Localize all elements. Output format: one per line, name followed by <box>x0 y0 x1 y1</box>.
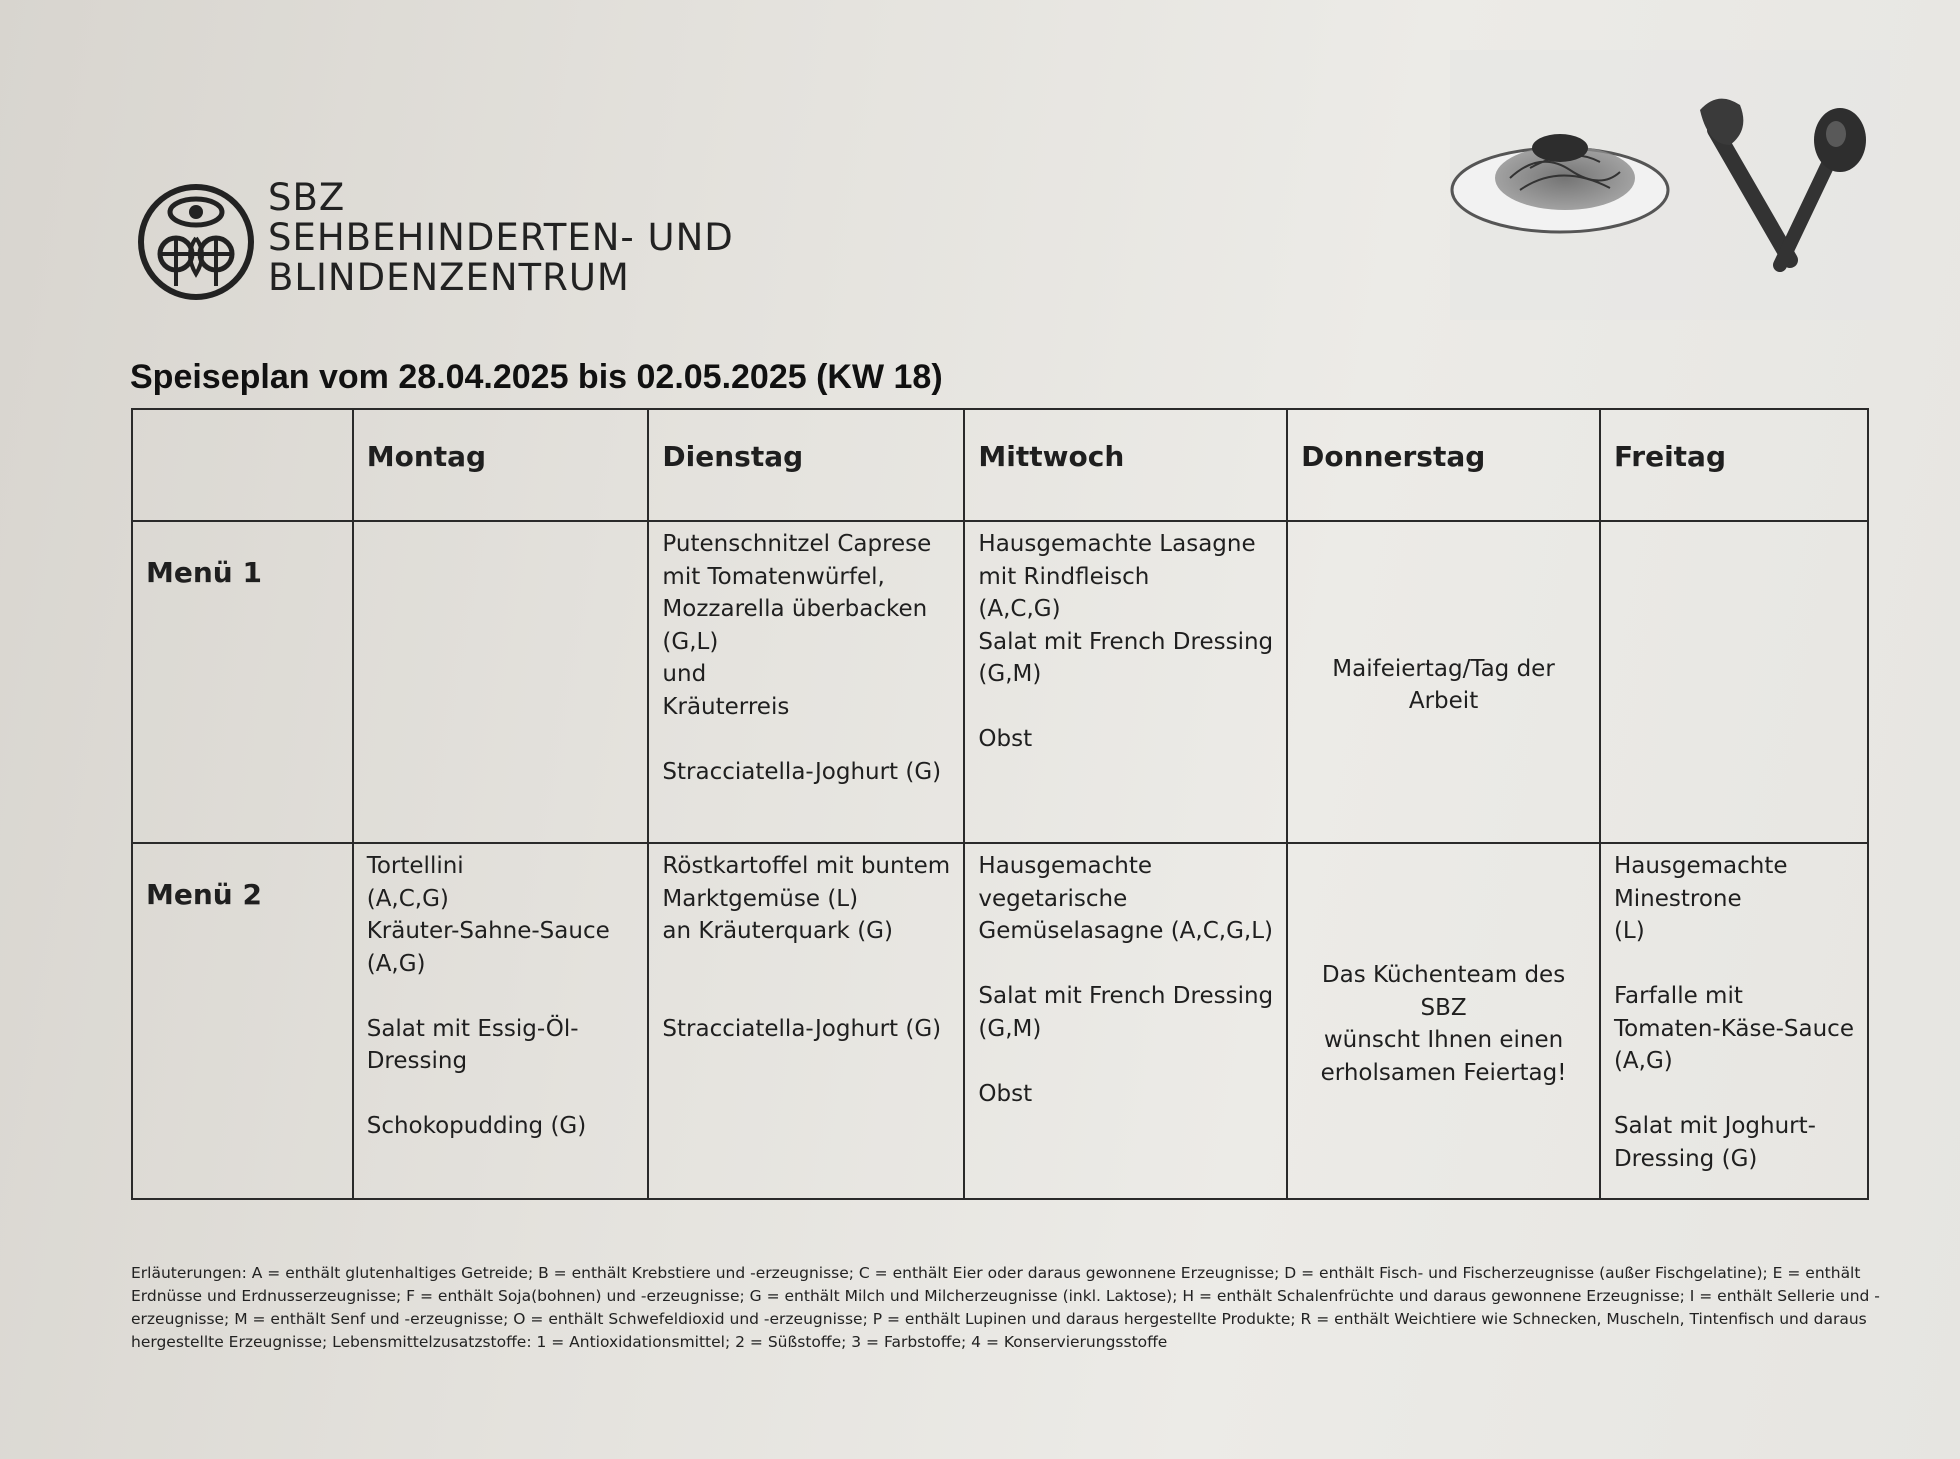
menu-cell <box>648 843 964 1199</box>
menu-line: (G,L) <box>662 628 719 655</box>
organization-name <box>268 178 734 298</box>
food-illustration <box>1450 50 1890 320</box>
table-row <box>132 843 1868 1199</box>
menu-line: Salat mit French Dressing <box>978 628 1274 655</box>
menu-line: Dressing <box>366 1048 468 1074</box>
menu-line: Minestrone <box>1613 885 1742 912</box>
header-day: Freitag <box>1600 409 1868 521</box>
menu-line: (G,M) <box>978 1015 1042 1042</box>
menu-line: Gemüselasagne (A,C,G,L) <box>978 918 1274 944</box>
menu-line <box>367 980 635 1013</box>
header-day: Mittwoch <box>964 409 1287 521</box>
menu-cell <box>353 843 649 1199</box>
menu-line: Schokopudding (G) <box>366 1113 587 1139</box>
menu-line: vegetarische <box>978 885 1128 912</box>
menu-line: Das Küchenteam des SBZ <box>1321 962 1566 1021</box>
menu-line: Kräuterreis <box>662 693 790 720</box>
menu-line: Salat mit French Dressing <box>978 983 1274 1009</box>
menu-line: und <box>662 661 707 687</box>
menu-line: (A,G) <box>366 950 426 977</box>
table-row <box>132 521 1868 843</box>
menu-line: Kräuter-Sahne-Sauce <box>366 918 610 944</box>
menu-line: Stracciatella-Joghurt (G) <box>662 758 942 785</box>
menu-line: (A,C,G) <box>978 596 1061 622</box>
menu-cell <box>353 521 649 843</box>
sbz-logo-icon <box>136 182 256 302</box>
menu-table <box>131 408 1869 1200</box>
menu-line <box>1614 948 1854 981</box>
menu-cell <box>1287 843 1600 1199</box>
menu-line: erholsamen Feiertag! <box>1320 1059 1567 1086</box>
table-header-row <box>132 409 1868 521</box>
menu-line: Röstkartoffel mit buntem <box>662 853 951 879</box>
menu-line: (L) <box>1613 918 1645 944</box>
menu-line: Obst <box>978 726 1033 752</box>
page-title: Speiseplan vom 28.04.2025 bis 02.05.2025 (KW 18) <box>130 358 943 396</box>
menu-line: Salat mit Joghurt- <box>1613 1113 1816 1139</box>
org-line-1: SBZ <box>268 176 346 219</box>
row-label: Menü 1 <box>132 521 353 843</box>
menu-line: Hausgemachte <box>978 853 1152 879</box>
menu-cell <box>964 521 1287 843</box>
menu-line: (G,M) <box>978 661 1042 687</box>
menu-line: Tomaten-Käse-Sauce <box>1613 1015 1854 1042</box>
menu-line: Tortellini <box>366 853 464 879</box>
header-day: Montag <box>353 409 649 521</box>
menu-line: Putenschnitzel Caprese <box>662 531 932 557</box>
menu-line: Obst <box>978 1080 1033 1107</box>
menu-line: Hausgemachte <box>1613 853 1788 879</box>
menu-cell <box>1287 521 1600 843</box>
menu-line: Arbeit <box>1408 688 1479 714</box>
menu-line: wünscht Ihnen einen <box>1323 1027 1564 1053</box>
menu-line: mit Tomatenwürfel, <box>662 563 885 590</box>
header-day: Donnerstag <box>1287 409 1600 521</box>
org-line-2: SEHBEHINDERTEN- UND <box>268 216 734 259</box>
menu-line <box>978 1045 1273 1078</box>
menu-line <box>978 691 1273 724</box>
menu-line: Salat mit Essig-Öl- <box>366 1015 579 1042</box>
menu-cell <box>1600 521 1868 843</box>
menu-cell <box>964 843 1287 1199</box>
menu-line: (A,C,G) <box>366 885 449 912</box>
menu-line <box>1614 1078 1854 1111</box>
menu-line <box>367 1078 635 1111</box>
menu-line: Farfalle mit <box>1613 983 1743 1009</box>
menu-line: Hausgemachte Lasagne <box>978 531 1256 557</box>
org-line-3: BLINDENZENTRUM <box>268 256 630 299</box>
menu-line: Mozzarella überbacken <box>662 596 928 622</box>
menu-cell <box>648 521 964 843</box>
menu-line: (A,G) <box>1613 1048 1673 1074</box>
menu-line: Maifeiertag/Tag der <box>1332 655 1555 682</box>
menu-cell <box>1600 843 1868 1199</box>
header-corner <box>132 409 353 521</box>
menu-line: Dressing (G) <box>1613 1145 1758 1172</box>
menu-line: mit Rindfleisch <box>978 563 1150 590</box>
menu-line <box>662 980 950 1013</box>
menu-line: Stracciatella-Joghurt (G) <box>662 1015 942 1042</box>
menu-line <box>978 948 1273 981</box>
menu-line: an Kräuterquark (G) <box>662 918 893 944</box>
allergen-legend: Erläuterungen: A = enthält glutenhaltiges Getreide; B = enthält Krebstiere und -erzeugnisse; C = enthält Eier oder daraus gewonnene Erzeugnisse; D = enthält Fisch- und Fischerzeugnisse (außer Fischgelatine); E = enthält Erdnüsse und Erdnusserzeugnisse; F = enthält Soja(bohnen) und -erzeugnisse; G = enthält Milch und Milcherzeugnisse (inkl. Laktose); H = enthält Schalenfrüchte und daraus gewonnene Erzeugnisse; I = enthält Sellerie und -erzeugnisse; M = enthält Senf und -erzeugnisse; O = enthält Schwefeldioxid und -erzeugnisse; P = enthält Lupinen und daraus hergestellte Produkte; R = enthält Weichtiere wie Schnecken, Muscheln, Tintenfisch und daraus hergestellte Erzeugnisse; Lebensmittelzusatzstoffe: 1 = Antioxidationsmittel; 2 = Süßstoffe; 3 = Farbstoffe; 4 = Konservierungsstoffe <box>131 1264 1880 1351</box>
row-label: Menü 2 <box>132 843 353 1199</box>
menu-line: Marktgemüse (L) <box>662 885 859 912</box>
menu-line <box>662 948 950 981</box>
menu-line <box>662 723 950 756</box>
header-day: Dienstag <box>648 409 964 521</box>
